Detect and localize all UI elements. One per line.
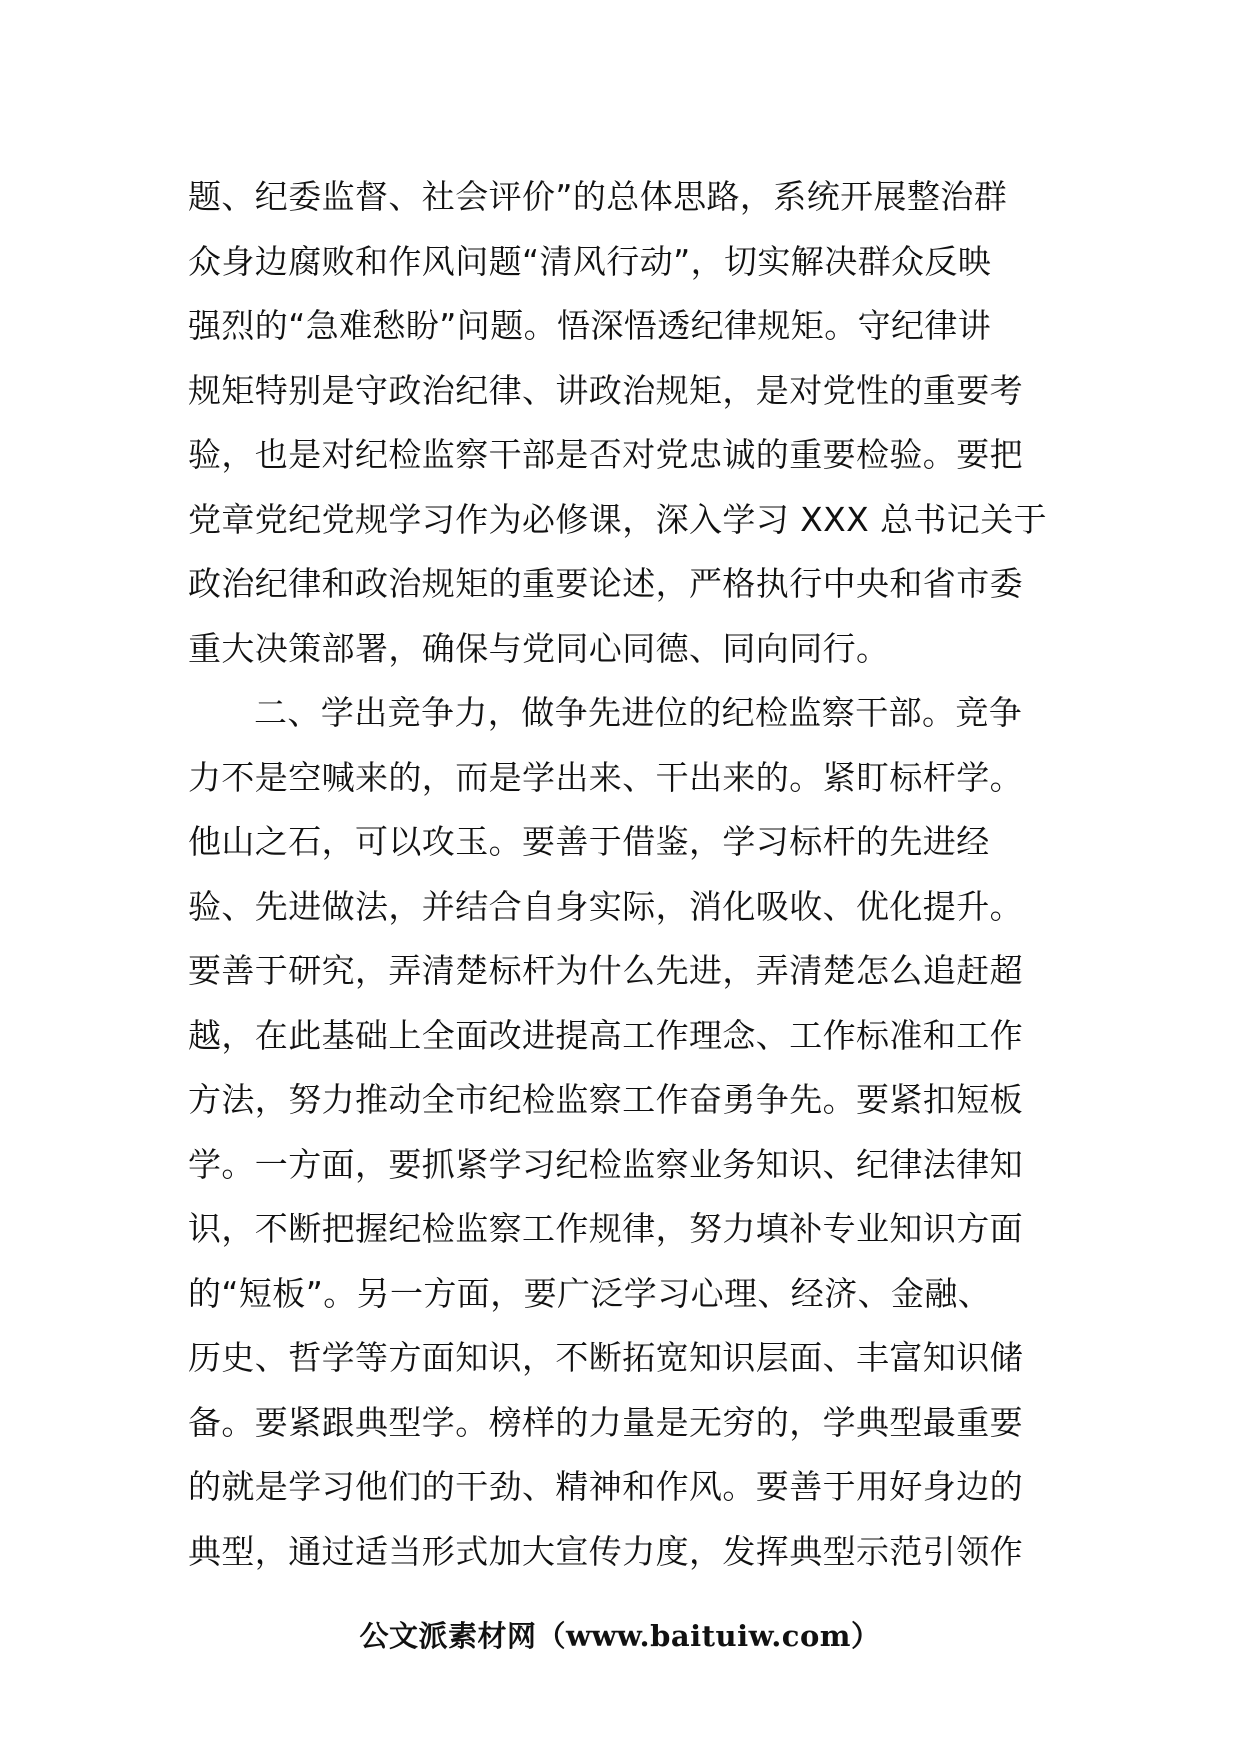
page-footer: 公文派素材网（www.baituiw.com） — [359, 1619, 881, 1653]
text-line: 的“短板”。另一方面，要广泛学习心理、经济、金融、 — [188, 1273, 992, 1313]
text-line: 历史、哲学等方面知识，不断拓宽知识层面、丰富知识储 — [188, 1338, 1023, 1377]
text-line: 的就是学习他们的干劲、精神和作风。要善于用好身边的 — [188, 1467, 1023, 1506]
text-line: 越，在此基础上全面改进提高工作理念、工作标准和工作 — [188, 1015, 1023, 1055]
text-line: 要善于研究，弄清楚标杆为什么先进，弄清楚怎么追赶超 — [188, 951, 1023, 990]
text-line: 识，不断把握纪检监察工作规律，努力填补专业知识方面 — [188, 1209, 1023, 1248]
text-line: 力不是空喊来的，而是学出来、干出来的。紧盯标杆学。 — [188, 757, 1023, 797]
text-line: 备。要紧跟典型学。榜样的力量是无穷的，学典型最重要 — [188, 1402, 1023, 1442]
text-line: 众身边腐败和作风问题“清风行动”，切实解决群众反映 — [188, 241, 992, 281]
section-heading-line: 二、学出竞争力，做争先进位的纪检监察干部。竞争 — [254, 693, 1023, 732]
text-line: 验、先进做法，并结合自身实际，消化吸收、优化提升。 — [188, 886, 1023, 926]
text-line: 学。一方面，要抓紧学习纪检监察业务知识、纪律法律知 — [188, 1144, 1023, 1184]
body-text — [188, 165, 1054, 1584]
text-line: 规矩特别是守政治纪律、讲政治规矩，是对党性的重要考 — [188, 370, 1023, 410]
text-line: 党章党纪党规学习作为必修课，深入学习 XXX 总书记关于 — [188, 499, 1048, 539]
text-line: 重大决策部署，确保与党同心同德、同向同行。 — [188, 628, 890, 668]
text-line: 方法，努力推动全市纪检监察工作奋勇争先。要紧扣短板 — [188, 1080, 1023, 1119]
text-line: 强烈的“急难愁盼”问题。悟深悟透纪律规矩。守纪律讲 — [188, 306, 992, 345]
text-line: 验，也是对纪检监察干部是否对党忠诚的重要检验。要把 — [188, 435, 1023, 474]
text-line: 典型，通过适当形式加大宣传力度，发挥典型示范引领作 — [188, 1531, 1023, 1571]
text-line: 他山之石，可以攻玉。要善于借鉴，学习标杆的先进经 — [188, 822, 990, 861]
text-line: 政治纪律和政治规矩的重要论述，严格执行中央和省市委 — [188, 564, 1023, 603]
text-line: 题、纪委监督、社会评价”的总体思路，系统开展整治群 — [188, 177, 1008, 216]
